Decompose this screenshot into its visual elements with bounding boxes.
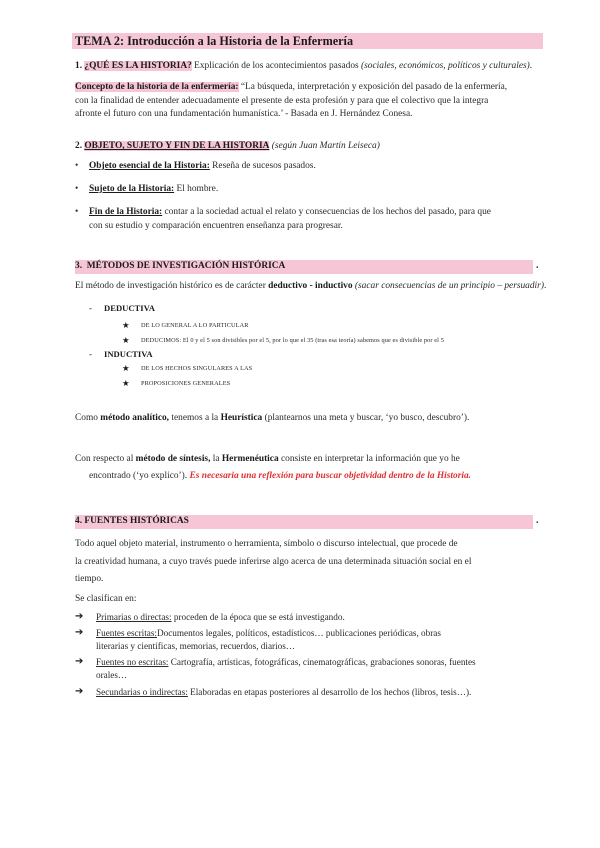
- deductiva-label: DEDUCTIVA: [104, 303, 155, 313]
- star-icon: ★: [122, 335, 130, 345]
- list-item: Secundarias o indirectas: Elaboradas en etapas posteriores al desarrollo de los hechos (libros, tesis…).: [96, 687, 472, 697]
- arrow-icon: ➔: [75, 627, 84, 638]
- sources-paragraph: Todo aquel objeto material, instrumento o herramienta, símbolo o discurso intelectual, que procede de la creatividad humana, a cuyo través puede inferirse algo acerca de una determinada situación social en el tiempo.: [75, 539, 472, 584]
- arrow-icon: ➔: [75, 611, 84, 622]
- dash-marker: -: [89, 303, 92, 313]
- list-item: Sujeto de la Historia: El hombre.: [89, 184, 219, 194]
- section-1-title: ¿QUÉ ES LA HISTORIA?: [84, 61, 192, 71]
- star-icon: ★: [122, 363, 130, 373]
- list-item: Fuentes no escritas: Cartografía, artísticas, fotográficas, cinematográficas, grabaciones sonoras, fuentes orales…: [96, 657, 476, 680]
- section-1-heading: 1. ¿QUÉ ES LA HISTORIA? Explicación de los acontecimientos pasados (sociales, económicos, políticos y culturales).: [75, 61, 533, 71]
- list-item: Fuentes escritas:Documentos legales, políticos, estadísticos… publicaciones periódicas, obras literarias y científicas, memorias, recuerdos, diarios…: [96, 628, 441, 651]
- synthesis-method-cont: encontrado (‘yo explico’). Es necesaria una reflexión para buscar objetividad dentro de la Historia.: [89, 471, 472, 481]
- page-title: TEMA 2: Introducción a la Historia de la Enfermería: [72, 33, 543, 49]
- section-2-heading: 2. OBJETO, SUJETO Y FIN DE LA HISTORIA (según Juan Martín Leiseca): [75, 141, 380, 151]
- list-item: PROPOSICIONES GENERALES: [141, 380, 231, 387]
- dash-marker: -: [89, 349, 92, 359]
- star-icon: ★: [122, 320, 130, 330]
- heading-dot: .: [536, 260, 539, 271]
- list-item: Fin de la Historia: contar a la sociedad actual el relato y consecuencias de los hechos del pasado, para que con su estudio y comparación encuentren enseñanza para progresar.: [89, 207, 491, 231]
- arrow-icon: ➔: [75, 686, 84, 697]
- classify-label: Se clasifican en:: [75, 594, 137, 604]
- list-item: DE LO GENERAL A LO PARTICULAR: [141, 322, 249, 329]
- inductiva-label: INDUCTIVA: [104, 349, 153, 359]
- list-item: Primarias o directas: proceden de la época que se está investigando.: [96, 612, 345, 622]
- method-intro: El método de investigación histórico es de carácter deductivo - inductivo (sacar consecuencias de un principio – persuadir).: [75, 281, 547, 291]
- synthesis-method: Con respecto al método de síntesis, la Hermenéutica consiste en interpretar la información que yo he: [75, 454, 460, 464]
- section-3-heading: 3. MÉTODOS DE INVESTIGACIÓN HISTÓRICA: [75, 260, 533, 274]
- list-item: Objeto esencial de la Historia: Reseña de sucesos pasados.: [89, 161, 316, 171]
- list-item: DEDUCIMOS: El 0 y el 5 son divisibles por el 5, por lo que el 35 (tras esa teoría) sabemos que es divisible por el 5: [141, 337, 444, 344]
- bullet-icon: •: [75, 207, 79, 217]
- list-item: DE LOS HECHOS SINGULARES A LAS: [141, 365, 253, 372]
- analytic-method: Como método analítico, tenemos a la Heurística (plantearnos una meta y buscar, ‘yo busco, descubro’).: [75, 413, 470, 423]
- arrow-icon: ➔: [75, 656, 84, 667]
- star-icon: ★: [122, 378, 130, 388]
- section-4-heading: 4. FUENTES HISTÓRICAS: [75, 515, 533, 529]
- concept-paragraph: Concepto de la historia de la enfermería: “La búsqueda, interpretación y exposición del pasado de la enfermería, con la finalidad de entender adecuadamente el presente de esta profesión y para que el colectivo que la integra afronte el futuro con una fundamentación humanística.’ - Basada en J. Hernández Conesa.: [75, 82, 508, 119]
- bullet-icon: •: [75, 161, 79, 171]
- bullet-icon: •: [75, 184, 79, 194]
- heading-dot: .: [536, 515, 539, 526]
